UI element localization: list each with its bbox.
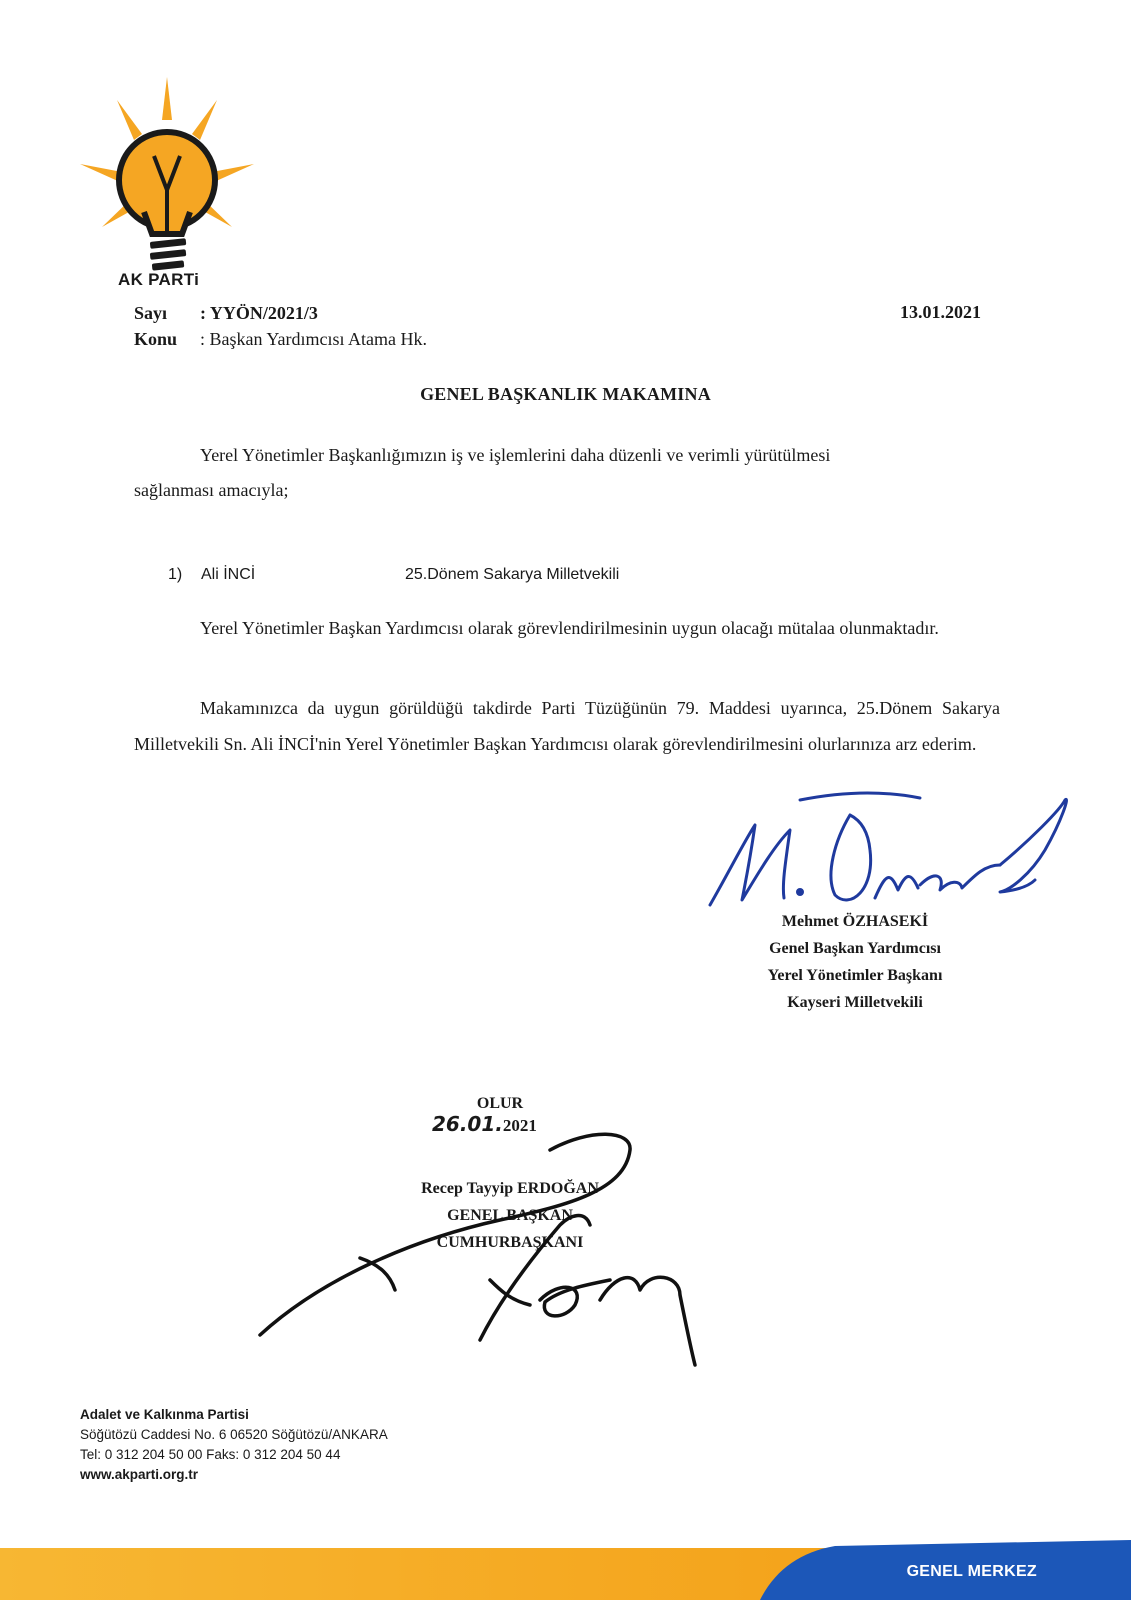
sayi-label: Sayı [134,303,168,323]
item-number: 1) [168,566,183,583]
paragraph-1-line-1: Yerel Yönetimler Başkanlığımızın iş ve işlemlerini daha düzenli ve verimli yürütülmesi [200,445,831,465]
footer-address-block [80,1405,388,1485]
paragraph-3: Makamınızca da uygun görüldüğü takdirde Parti Tüzüğünün 79. Maddesi uyarınca, 25.Dönem Sakarya Milletvekili Sn. Ali İNCİ'nin Yerel Yönetimler Başkan Yardımcısı olarak görevlendirilmesini olurlarınıza arz ederim. [134,698,1000,754]
signatory-title-3: Kayseri Milletvekili [787,994,923,1011]
approval-title-1: GENEL BAŞKAN [447,1207,573,1224]
signatory-title-1: Genel Başkan Yardımcısı [769,940,941,957]
document-date: 13.01.2021 [900,302,981,322]
signatory-title-2: Yerel Yönetimler Başkanı [767,967,943,984]
konu-value: : Başkan Yardımcısı Atama Hk. [200,329,427,349]
approval-date-printed: 2021 [502,1116,537,1135]
logo-text: AK PARTi [118,270,200,289]
footer-address: Söğütözü Caddesi No. 6 06520 Söğütözü/ANKARA [80,1427,388,1442]
signatory-block [730,908,980,1016]
konu-label: Konu [134,329,178,349]
approval-name: Recep Tayyip ERDOĞAN [421,1180,599,1197]
approval-title-2: CUMHURBAŞKANI [436,1234,584,1251]
footer-web: www.akparti.org.tr [80,1467,199,1482]
signatory-name: Mehmet ÖZHASEKİ [781,913,929,930]
konu-row [134,327,427,351]
paragraph-1-line-2: sağlanması amacıyla; [134,480,289,500]
item-role: 25.Dönem Sakarya Milletvekili [405,566,620,583]
addressee-heading: GENEL BAŞKANLIK MAKAMINA [420,384,711,404]
ak-parti-logo [72,72,262,282]
footer-phone: Tel: 0 312 204 50 00 Faks: 0 312 204 50 44 [80,1447,341,1462]
item-name: Ali İNCİ [201,566,256,583]
footer-band-label: GENEL MERKEZ [906,1563,1037,1580]
erdogan-signature [240,1130,720,1390]
approval-date-handwritten: 26.01. [432,1112,503,1136]
approval-olur: OLUR [476,1095,524,1112]
paragraph-2: Yerel Yönetimler Başkan Yardımcısı olarak görevlendirilmesinin uygun olacağı mütalaa olunmaktadır. [200,618,939,638]
sayi-row [134,301,318,325]
footer-org: Adalet ve Kalkınma Partisi [80,1407,249,1422]
sayi-value: : YYÖN/2021/3 [200,303,318,323]
